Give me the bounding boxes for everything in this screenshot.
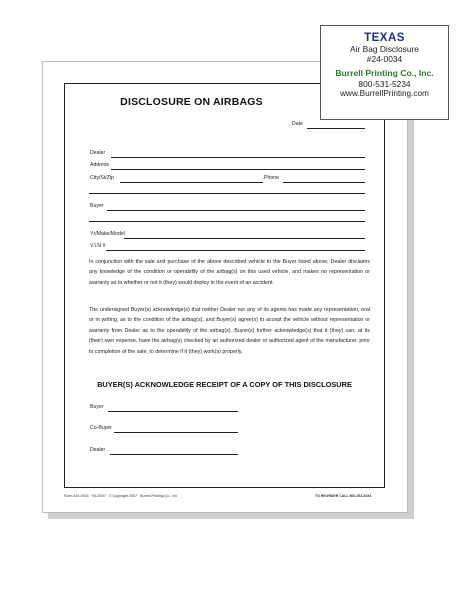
label-number: #24-0034 xyxy=(366,54,403,64)
phone-field[interactable] xyxy=(283,182,365,183)
reorder-footer: TO REORDER CALL 800-252-8194 xyxy=(315,494,372,498)
date-label: Date xyxy=(292,121,303,127)
address-label: Address xyxy=(90,162,110,168)
label-product: Air Bag Disclosure xyxy=(350,44,419,54)
section-divider xyxy=(89,221,365,222)
address-field[interactable] xyxy=(111,169,365,170)
sig-cobuyer-label: Co-Buyer xyxy=(90,425,112,431)
buyer-label: Buyer xyxy=(90,203,104,209)
city-label: City/St/Zip xyxy=(90,175,114,181)
sig-dealer-label: Dealer xyxy=(90,447,106,453)
city-field[interactable] xyxy=(120,182,263,183)
vin-label: V.I.N # xyxy=(90,243,106,249)
ymm-field[interactable] xyxy=(124,238,365,239)
sig-buyer-label: Buyer xyxy=(90,404,104,410)
label-state: TEXAS xyxy=(364,32,405,44)
product-label xyxy=(320,25,449,120)
disclaimer-paragraph: In conjunction with the sale and purchase of the above described vehicle to the Buyer listed above, Dealer disclaims any knowledge of the condition or operability of the airbag(s) on this used vehicle, and makes no representation or warranty as to whether or not it (they) would deploy in the event of an accident. xyxy=(89,259,370,286)
sig-buyer-field[interactable] xyxy=(108,411,238,412)
buyer-field[interactable] xyxy=(107,210,365,211)
dealer-label: Dealer xyxy=(90,150,106,156)
ymm-label: Yr/Make/Model xyxy=(90,231,125,237)
form-footer-info: Form #24-0034 · 9/1/2007 · © Copyright 2007 · Burrell Printing Co., Inc xyxy=(64,494,178,498)
section-divider xyxy=(89,193,365,194)
acknowledgment-paragraph: The undersigned Buyer(s) acknowledge(s) that neither Dealer nor any of its agents has made any representation, oral or in writing, as to the condition of the airbag(s), and Buyer(s) agree(s) to accept the vehicle without representation or warranty from Dealer as to the operability of the airbag(s). Buyer(s) further acknowledge(s) that it (they) can, at its (their) own expense, have the airbag(s) checked by an authorized dealer or authorized agent of the manufacturer, prior to completion of the sale, to determine if it (they) work(s) properly. xyxy=(89,307,370,355)
label-company: Burrell Printing Co., Inc. xyxy=(335,68,434,78)
label-website[interactable]: www.BurrellPrinting.com xyxy=(340,89,429,98)
form-title: DISCLOSURE ON AIRBAGS xyxy=(120,96,263,108)
ack-heading: BUYER(S) ACKNOWLEDGE RECEIPT OF A COPY OF THIS DISCLOSURE xyxy=(97,380,352,389)
date-field[interactable] xyxy=(307,128,365,129)
dealer-field[interactable] xyxy=(111,157,365,158)
vin-field[interactable] xyxy=(106,250,365,251)
phone-label: Phone xyxy=(264,175,280,181)
label-phone: 800-531-5234 xyxy=(358,79,411,89)
sig-dealer-field[interactable] xyxy=(110,454,238,455)
sig-cobuyer-field[interactable] xyxy=(114,432,238,433)
